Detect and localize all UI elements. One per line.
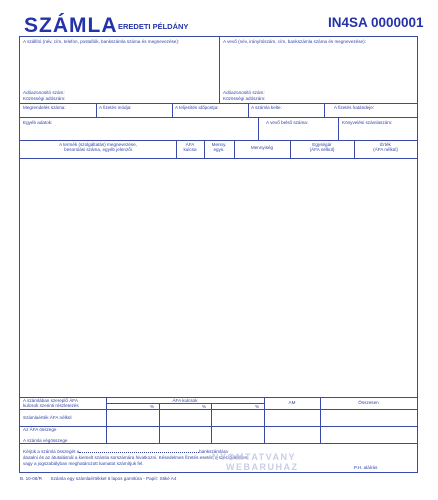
buyer-internal-number-label: A vevő belső száma:: [266, 120, 309, 125]
paper-size: Stiké A4: [159, 476, 177, 481]
payment-note-line2: átutalni és az átutalásnál a kiemelt számla sorszámára hivatkozni. Késedelmes fizetés esetén a szerződésben,: [23, 455, 249, 460]
stamp-signature-label: P.H. aláírás: [354, 465, 378, 470]
copy-label: EREDETI PÉLDÁNY: [118, 22, 189, 31]
unit-header: Menny. egys.: [211, 142, 227, 153]
buyer-eu-label: Közösségi adószám:: [223, 96, 266, 101]
invoice-date-label: A számla kelte:: [251, 105, 282, 110]
due-date-label: A fizetés határideje:: [334, 105, 375, 110]
footer-text: [20, 476, 176, 481]
percent-1: %: [150, 404, 155, 409]
percent-2: %: [202, 404, 207, 409]
form-description: Számla egy számlaértékkel 5 lapos garnitúra - Papír:: [50, 476, 159, 481]
other-data-label: Egyéb adatok:: [23, 120, 53, 125]
product-header: A termék (szolgáltatás) megnevezése, besorolási száma, egyéb jelenzői: [59, 142, 137, 153]
watermark-line1: NYOMTATVANY: [212, 452, 296, 462]
final-total-label: A számla végösszege: [23, 438, 68, 443]
order-number-label: Megrendelés száma:: [23, 105, 66, 110]
total-header: Összesen: [358, 400, 379, 405]
watermark-line2: WEBARUHAZ: [226, 462, 299, 472]
am-header: AM: [288, 400, 296, 405]
payment-note-line1: Kérjük a számla összegét a bankszámlára: [23, 449, 228, 454]
items-area-top: [20, 158, 417, 159]
seller-eu-label: Közösségi adószám:: [23, 96, 66, 101]
payment-method-label: A fizetés módja:: [99, 105, 132, 110]
vat-rates-header: ÁFA kulcsok: [172, 398, 198, 403]
unit-price-header: Egységár (ÁFA nélkül): [309, 142, 335, 153]
buyer-label: A vevő (név, irányítószám, cím, bankszámla száma és megnevezése):: [223, 39, 366, 44]
form-code: B. 10-06/R: [20, 476, 42, 481]
seller-label: A szállító (név, cím, telefon, postafiók, bankszámla száma és megnevezése):: [23, 39, 180, 44]
value-header: Érték (ÁFA nélkül): [373, 142, 398, 153]
net-value-label: Számlaérték ÁFA nélkül: [23, 415, 72, 420]
fulfillment-date-label: A teljesítés időpontja:: [175, 105, 219, 110]
party-divider: [219, 37, 220, 103]
payment-note-line3: vagy a jogszabályban meghatározott kamatot számítjuk fel.: [23, 461, 144, 466]
vat-breakdown-label: A számlában szereplő ÁFA kulcsok szerinti részletezés: [23, 398, 79, 409]
invoice-number: IN4SA 0000001: [328, 15, 424, 30]
seller-tax-label: Adóazonosító szám:: [23, 90, 65, 95]
quantity-header: Mennyiség: [250, 145, 274, 150]
vat-amount-label: Az ÁFA összege: [23, 427, 57, 432]
buyer-tax-label: Adóazonosító szám:: [223, 90, 265, 95]
invoice-title: SZÁMLA: [24, 14, 118, 37]
accounting-number-label: Könyvelési számlaszám:: [342, 120, 393, 125]
vat-rate-header: ÁFA kulcsa: [183, 142, 197, 153]
invoice-form: [19, 36, 418, 473]
percent-3: %: [255, 404, 260, 409]
